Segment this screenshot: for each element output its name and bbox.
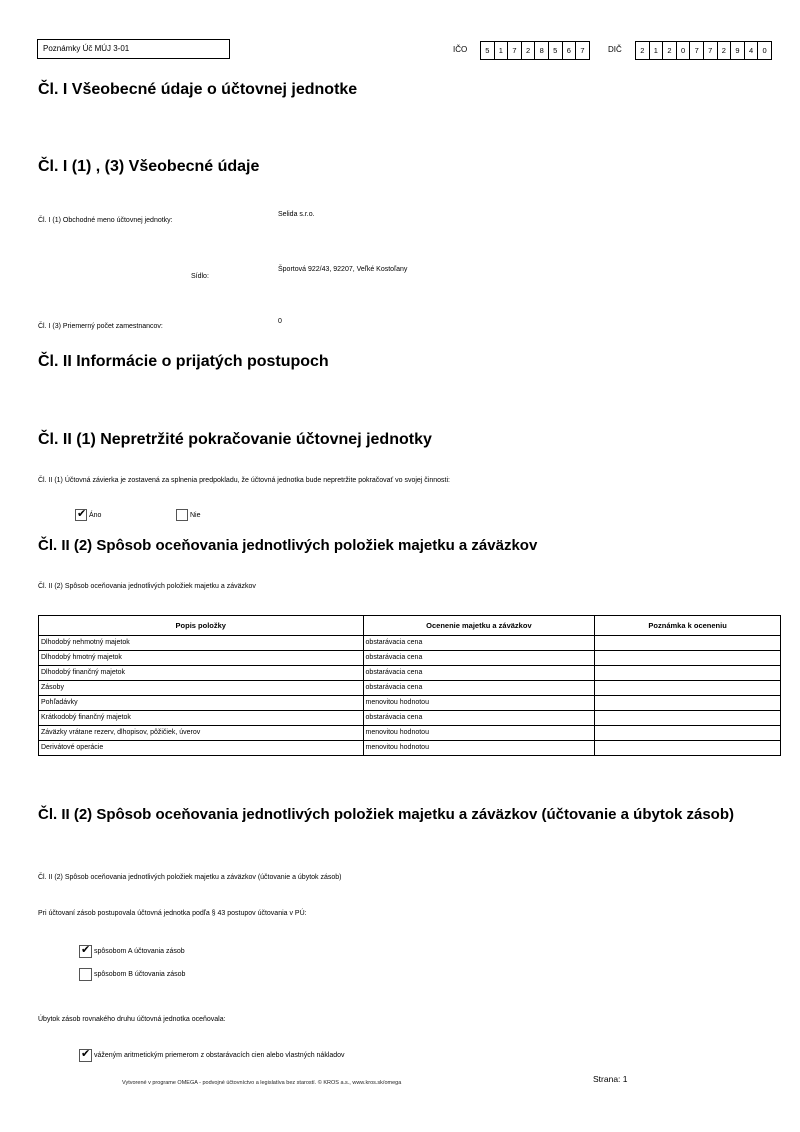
- company-name-label: Čl. I (1) Obchodné meno účtovnej jednotky:: [38, 217, 173, 224]
- table-header-row: [39, 616, 781, 636]
- cell-note: [595, 636, 781, 651]
- dic-digit: 0: [676, 41, 691, 60]
- dic-digit: 1: [649, 41, 664, 60]
- dic-digit: 7: [689, 41, 704, 60]
- section2-title: Čl. II Informácie o prijatých postupoch: [38, 353, 329, 370]
- cell-note: [595, 681, 781, 696]
- table-row: [39, 711, 781, 726]
- dic-label: DIČ: [608, 45, 622, 54]
- footer-text: Vytvorené v programe OMEGA - podvojné účtovníctvo a legislatíva bez starostí. © KROS a.s., www.kros.sk/omega: [122, 1080, 402, 1086]
- dic-digit: 2: [717, 41, 732, 60]
- checkbox-no[interactable]: [176, 509, 188, 521]
- dic-digit: 2: [635, 41, 650, 60]
- cell-note: [595, 696, 781, 711]
- checkbox-method-b[interactable]: [79, 968, 92, 981]
- form-name-box: Poznámky Úč MÚJ 3-01: [37, 39, 230, 59]
- ico-digit: 5: [548, 41, 563, 60]
- table-row: [39, 741, 781, 756]
- valuation-table: [38, 615, 781, 756]
- ico-label: IČO: [453, 45, 468, 54]
- dic-digit: 0: [757, 41, 772, 60]
- checkbox-yes-label: Áno: [89, 511, 102, 519]
- checkbox-no-label: Nie: [190, 511, 201, 519]
- cell-note: [595, 711, 781, 726]
- employees-label: Čl. I (3) Priemerný počet zamestnancov:: [38, 323, 163, 330]
- ico-digit: 1: [494, 41, 509, 60]
- employees-value: 0: [278, 318, 282, 325]
- cell-item: Krátkodobý finančný majetok: [39, 711, 364, 726]
- continuity-yes[interactable]: [75, 509, 101, 521]
- ico-digit: 7: [507, 41, 522, 60]
- cell-note: [595, 741, 781, 756]
- table-row: [39, 681, 781, 696]
- decrease-text: Úbytok zásob rovnakého druhu účtovná jednotka oceňovala:: [38, 1016, 226, 1023]
- header-valuation: Ocenenie majetku a záväzkov: [363, 616, 595, 636]
- cell-item: Záväzky vrátane rezerv, dlhopisov, pôžičiek, úverov: [39, 726, 364, 741]
- dic-digit: 9: [730, 41, 745, 60]
- weighted-average[interactable]: [79, 1049, 345, 1062]
- cell-valuation: menovitou hodnotou: [363, 726, 595, 741]
- seat-value: Športová 922/43, 92207, Veľké Kostoľany: [278, 266, 408, 273]
- seat-label: Sídlo:: [191, 273, 209, 280]
- dic-digits: [636, 41, 772, 60]
- stock-title: Čl. II (2) Spôsob oceňovania jednotlivých položiek majetku a záväzkov (účtovanie a úbytok zásob): [38, 806, 734, 823]
- method-b-label: spôsobom B účtovania zásob: [94, 971, 186, 978]
- cell-item: Zásoby: [39, 681, 364, 696]
- cell-valuation: obstarávacia cena: [363, 636, 595, 651]
- dic-digit: 4: [744, 41, 759, 60]
- cell-valuation: obstarávacia cena: [363, 651, 595, 666]
- cell-item: Dlhodobý hmotný majetok: [39, 651, 364, 666]
- section1-title: Čl. I Všeobecné údaje o účtovnej jednotke: [38, 81, 358, 98]
- cell-item: Dlhodobý nehmotný majetok: [39, 636, 364, 651]
- ico-digit: 7: [575, 41, 590, 60]
- cell-valuation: menovitou hodnotou: [363, 696, 595, 711]
- table-row: [39, 666, 781, 681]
- method-a-label: spôsobom A účtovania zásob: [94, 948, 185, 955]
- cell-note: [595, 726, 781, 741]
- table-row: [39, 651, 781, 666]
- section1-subtitle: Čl. I (1) , (3) Všeobecné údaje: [38, 158, 260, 175]
- ico-digit: 6: [562, 41, 577, 60]
- checkbox-method-a[interactable]: [79, 945, 92, 958]
- ico-digit: 5: [480, 41, 495, 60]
- table-row: [39, 696, 781, 711]
- ico-digits: [481, 41, 590, 60]
- continuity-text: Čl. II (1) Účtovná závierka je zostavená za splnenia predpokladu, že účtovná jednotka bude nepretržite pokračovať vo svojej činnosti:: [38, 477, 450, 484]
- page-number: Strana: 1: [593, 1074, 628, 1084]
- cell-valuation: obstarávacia cena: [363, 711, 595, 726]
- cell-item: Derivátové operácie: [39, 741, 364, 756]
- method-b[interactable]: [79, 968, 185, 981]
- ico-digit: 2: [521, 41, 536, 60]
- valuation-title: Čl. II (2) Spôsob oceňovania jednotlivých položiek majetku a záväzkov: [38, 537, 538, 554]
- continuity-title: Čl. II (1) Nepretržité pokračovanie účtovnej jednotky: [38, 431, 432, 448]
- dic-digit: 2: [662, 41, 677, 60]
- cell-note: [595, 666, 781, 681]
- header-note: Poznámka k oceneniu: [595, 616, 781, 636]
- cell-valuation: obstarávacia cena: [363, 666, 595, 681]
- checkbox-yes[interactable]: [75, 509, 87, 521]
- method-a[interactable]: [79, 945, 185, 958]
- cell-note: [595, 651, 781, 666]
- table-row: [39, 636, 781, 651]
- continuity-no[interactable]: [176, 509, 201, 521]
- cell-valuation: menovitou hodnotou: [363, 741, 595, 756]
- header-item: Popis položky: [39, 616, 364, 636]
- table-row: [39, 726, 781, 741]
- checkbox-weighted[interactable]: [79, 1049, 92, 1062]
- stock-method-text: Pri účtovaní zásob postupovala účtovná jednotka podľa § 43 postupov účtovania v PÚ:: [38, 910, 307, 917]
- dic-digit: 7: [703, 41, 718, 60]
- company-name-value: Selida s.r.o.: [278, 211, 315, 218]
- ico-digit: 8: [534, 41, 549, 60]
- weighted-label: váženým aritmetickým priemerom z obstarávacích cien alebo vlastných nákladov: [94, 1052, 345, 1059]
- valuation-subtitle: Čl. II (2) Spôsob oceňovania jednotlivých položiek majetku a záväzkov: [38, 583, 256, 590]
- cell-item: Pohľadávky: [39, 696, 364, 711]
- stock-subtitle: Čl. II (2) Spôsob oceňovania jednotlivých položiek majetku a záväzkov (účtovanie a úbytok zásob): [38, 874, 342, 881]
- cell-item: Dlhodobý finančný majetok: [39, 666, 364, 681]
- cell-valuation: obstarávacia cena: [363, 681, 595, 696]
